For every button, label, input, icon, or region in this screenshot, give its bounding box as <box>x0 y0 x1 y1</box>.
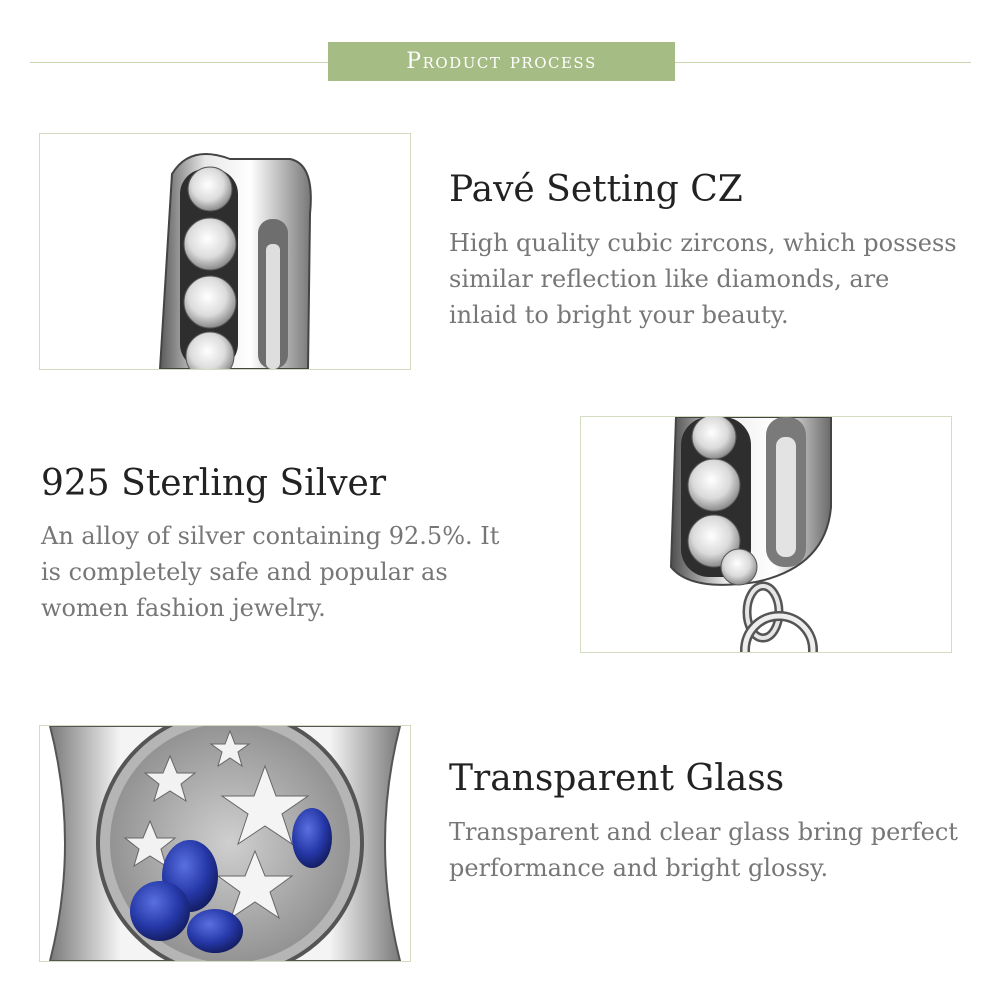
description-line: is completely safe and popular as <box>41 558 448 586</box>
star-glass-image <box>39 725 411 962</box>
section-1-title: Pavé Setting CZ <box>449 169 743 210</box>
section-3-title: Transparent Glass <box>449 758 785 799</box>
banner-rule-left <box>30 62 328 63</box>
banner-rule-right <box>675 62 971 63</box>
description-line: similar reflection like diamonds, are <box>449 265 890 293</box>
silver-charm-image <box>580 416 952 653</box>
description-line: High quality cubic zircons, which possess <box>449 229 957 257</box>
description-line: women fashion jewelry. <box>41 594 326 622</box>
section-1-description <box>449 225 957 333</box>
pave-ring-image <box>39 133 411 370</box>
description-line: Transparent and clear glass bring perfect <box>449 818 958 846</box>
description-line: An alloy of silver containing 92.5%. It <box>41 522 500 550</box>
description-line: performance and bright glossy. <box>449 854 829 882</box>
section-2-description <box>41 518 499 626</box>
description-line: inlaid to bright your beauty. <box>449 301 789 329</box>
section-banner: Product process <box>328 42 675 81</box>
section-2-title: 925 Sterling Silver <box>41 463 387 504</box>
section-3-description <box>449 814 958 886</box>
